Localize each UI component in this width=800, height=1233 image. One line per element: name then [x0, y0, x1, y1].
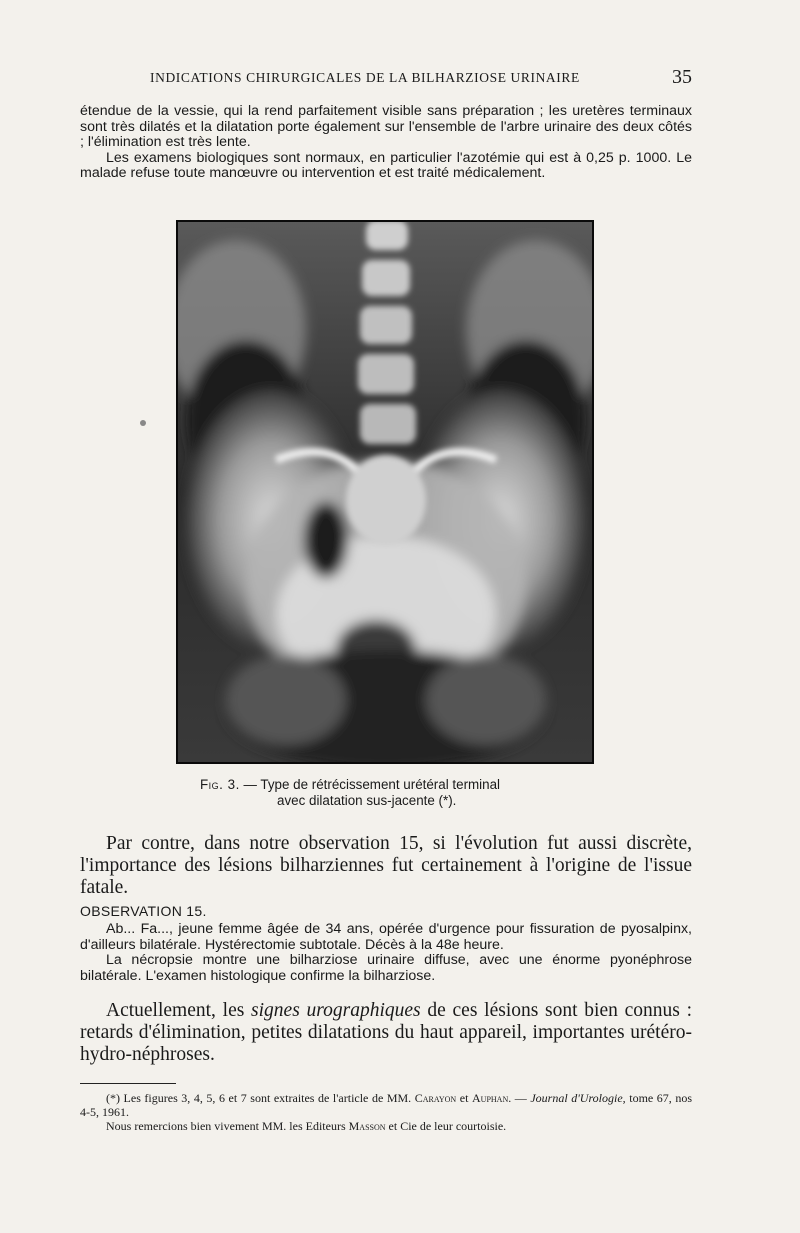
footnotes: [80, 1091, 692, 1133]
actuel-text-b: de ces lésions sont bien connus : retards d'élimination, petites dilatations du haut appareil, importantes urétéro-hydro-néphroses.: [80, 1000, 692, 1065]
actuel-text-a: Actuellement, les: [106, 1000, 252, 1021]
fn1-journal: Journal d'Urologie,: [530, 1091, 626, 1105]
figure-caption: [200, 777, 620, 809]
observation-paragraph-1: Ab... Fa..., jeune femme âgée de 34 ans, opérée d'urgence pour fissuration de pyosalpinx, d'ailleurs bilatérale. Hystérectomie subtotale. Décès à la 48e heure.: [80, 921, 692, 953]
fn2-publisher: Masson: [348, 1119, 386, 1133]
footnote-rule: [80, 1083, 176, 1084]
running-title: INDICATIONS CHIRURGICALES DE LA BILHARZIOSE URINAIRE: [150, 70, 580, 85]
fn1-author-2: Auphan: [472, 1091, 509, 1105]
xray-figure: [176, 220, 594, 764]
caption-line-1: [200, 777, 620, 793]
intro-paragraph-1: étendue de la vessie, qui la rend parfaitement visible sans préparation ; les uretères terminaux sont très dilatés et la dilatation porte également sur l'ensemble de l'arbre urinaire des deux côtés ; l'élimination est très lente.: [80, 103, 692, 151]
xray-image: [176, 220, 594, 764]
paragraph-par-contre: Par contre, dans notre observation 15, si l'évolution fut aussi discrète, l'importance des lésions bilharziennes fut certainement à l'origine de l'issue fatale.: [80, 833, 692, 898]
fn1-author-1: Carayon: [414, 1091, 457, 1105]
caption-text-1: — Type de rétrécissement urétéral terminal: [239, 777, 501, 792]
footnote-1: [80, 1091, 692, 1119]
print-speck: [140, 420, 146, 426]
figure-label: Fig. 3.: [200, 777, 240, 792]
footnote-2: [80, 1119, 692, 1133]
observation-body: [80, 922, 692, 984]
fn2-text-a: Nous remercions bien vivement MM. les Editeurs: [106, 1119, 349, 1133]
paragraph-actuellement: [80, 1000, 692, 1066]
observation-paragraph-2: La nécropsie montre une bilharziose urinaire diffuse, avec une énorme pyonéphrose bilatérale. L'examen histologique confirme la bilharziose.: [80, 952, 692, 984]
fn2-text-b: et Cie de leur courtoisie.: [385, 1119, 507, 1133]
caption-line-2: avec dilatation sus-jacente (*).: [277, 793, 457, 808]
intro-paragraph-2: Les examens biologiques sont normaux, en particulier l'azotémie qui est à 0,25 p. 1000. Le malade refuse toute manœuvre ou intervention et est traité médicalement.: [80, 149, 692, 182]
intro-text: [80, 104, 692, 182]
observation-heading: OBSERVATION 15.: [80, 903, 207, 919]
fn1-text-b: tome 67, nos 4-5, 1961.: [80, 1091, 693, 1119]
page-number: 35: [672, 66, 692, 88]
running-head: [80, 66, 692, 90]
fn1-and: et: [456, 1091, 472, 1105]
actuel-emphasis: signes urographiques: [251, 1000, 421, 1021]
fn1-dash: . —: [508, 1091, 531, 1105]
fn1-text-a: (*) Les figures 3, 4, 5, 6 et 7 sont extraites de l'article de MM.: [106, 1091, 415, 1105]
